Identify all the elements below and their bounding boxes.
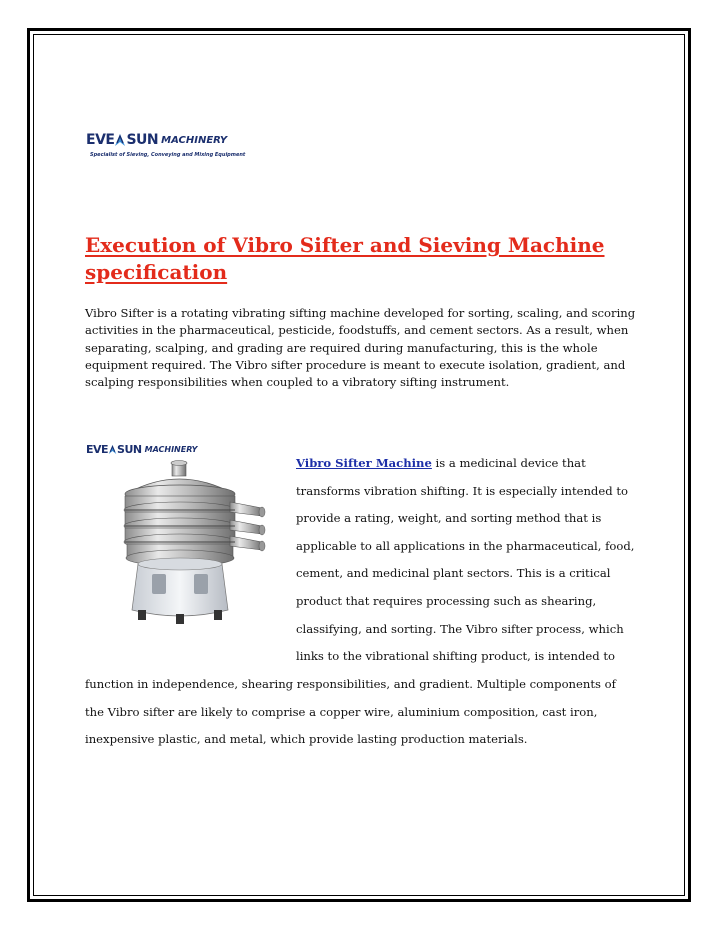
page-title: Execution of Vibro Sifter and Sieving Machine specification (85, 233, 605, 284)
text-line: cement, and medicinal plant sectors. This is a critical (296, 566, 611, 581)
logo-text-machinery: MACHINERY (144, 445, 198, 454)
text-line: applicable to all applications in the pharmaceutical, food, (296, 538, 635, 553)
logo-r-arrow-icon (108, 444, 117, 455)
intro-paragraph: Vibro Sifter is a rotating vibrating sifting machine developed for sorting, scaling, and scoring activities in the pharmaceutical, pesticide, foodstuffs, and cement sectors. As a result, when separating, scalping, and grading are required during manufacturing, this is the whole equipment required. The Vibro sifter procedure is meant to execute isolation, gradient, and scalping responsibilities when coupled to a vibratory sifting instrument. (85, 306, 636, 390)
text-line: transforms vibration shifting. It is especially intended to (296, 483, 628, 498)
machine-description-full (85, 674, 655, 757)
eversun-logo-small (86, 443, 196, 459)
text-line: inexpensive plastic, and metal, which provide lasting production materials. (85, 732, 528, 747)
text-line: function in independence, shearing responsibilities, and gradient. Multiple components of (85, 677, 616, 691)
logo-tagline: Specialist of Sieving, Conveying and Mixing Equipment (90, 152, 246, 158)
eversun-logo (86, 132, 246, 168)
text-line (296, 453, 656, 481)
vibro-sifter-machine-link[interactable]: Vibro Sifter Machine (296, 456, 432, 470)
logo-text-machinery: MACHINERY (161, 134, 228, 146)
text-line: classifying, and sorting. The Vibro sifter process, which (296, 621, 624, 636)
text-line: provide a rating, weight, and sorting method that is (296, 511, 602, 526)
logo-text-eve: EVE (86, 443, 109, 456)
logo-r-arrow-icon (114, 133, 126, 147)
logo-text-sun: SUN (117, 443, 142, 456)
text-line: links to the vibrational shifting product, is intended to (296, 649, 616, 664)
vibro-sifter-machine-image (112, 460, 272, 635)
text-line: product that requires processing such as shearing, (296, 593, 597, 608)
logo-text-eve: EVE (86, 132, 115, 148)
machine-description-wrapped (296, 453, 656, 674)
text-fragment: is a medicinal device that (431, 456, 586, 470)
text-line: the Vibro sifter are likely to comprise a copper wire, aluminium composition, cast iron, (85, 704, 598, 719)
logo-text-sun: SUN (126, 132, 159, 148)
